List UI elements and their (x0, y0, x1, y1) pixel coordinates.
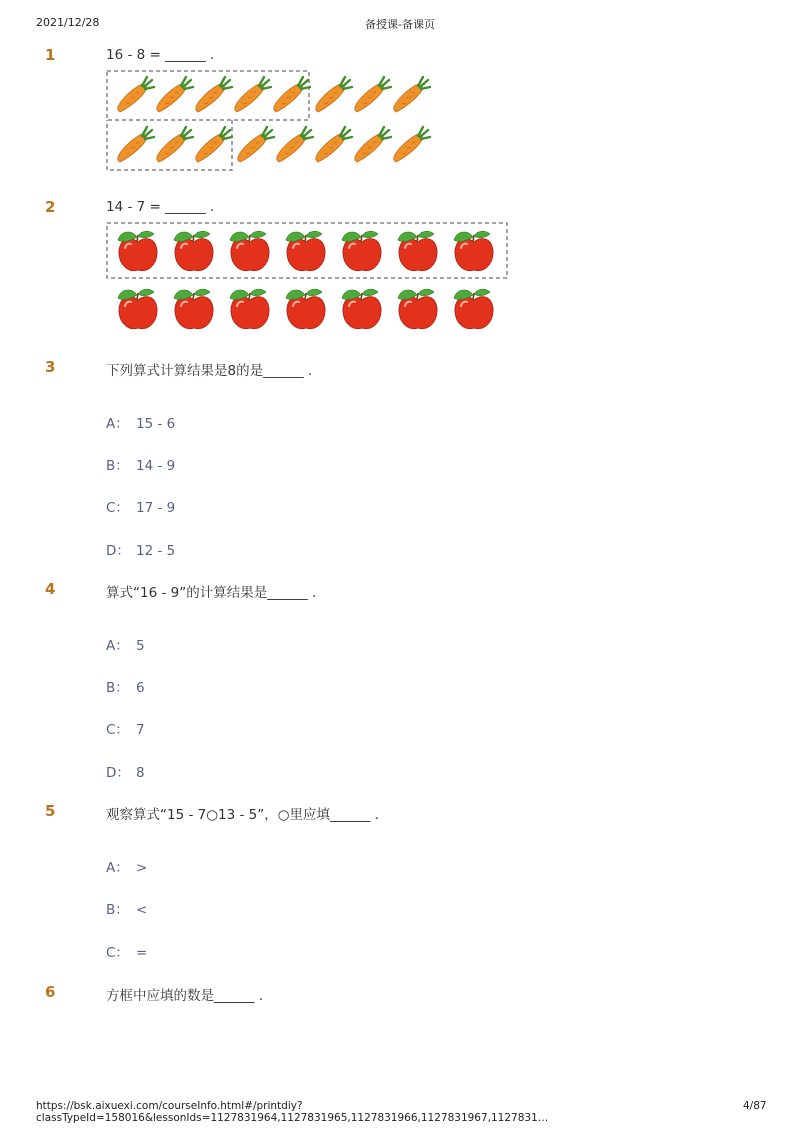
option-value: 14 - 9 (136, 458, 176, 474)
question-number: 6 (45, 983, 56, 1001)
apple-icon (398, 289, 437, 328)
option-value: 8 (136, 765, 145, 781)
carrot-icon (118, 77, 154, 112)
option-value: 5 (136, 638, 145, 654)
carrot-icon (238, 127, 274, 162)
carrot-icon (394, 77, 430, 112)
option-c[interactable] (106, 496, 175, 516)
option-key: A： (106, 638, 129, 654)
option-key: A： (106, 860, 129, 876)
question-text: 14 - 7 = ______ . (106, 199, 215, 215)
page-header-date: 2021/12/28 (36, 16, 100, 29)
page-footer-url[interactable]: https://bsk.aixuexi.com/courseInfo.html#/printdiy?classTypeId=158016&lessonIds=1127831964,1127831965,1127831966,1127831967,1127831… (36, 1100, 549, 1124)
apple-row-1 (118, 231, 493, 270)
carrot-icon (316, 77, 352, 112)
option-value: < (136, 902, 148, 918)
apple-icon (118, 231, 157, 270)
option-key: D： (106, 765, 130, 781)
carrot-icon (118, 127, 154, 162)
carrot-icon (196, 127, 232, 162)
option-key: C： (106, 500, 129, 516)
carrot-icon (316, 127, 352, 162)
option-value: 7 (136, 722, 145, 738)
apple-icon (398, 231, 437, 270)
question-text: 16 - 8 = ______ . (106, 47, 215, 63)
carrot-icon (274, 77, 310, 112)
option-a[interactable] (106, 856, 147, 876)
apple-group-svg (106, 222, 510, 334)
carrot-group-svg (106, 70, 436, 172)
question-text: 观察算式“15 - 7○13 - 5”，○里应填______ . (106, 807, 380, 823)
option-b[interactable] (106, 676, 145, 696)
option-d[interactable] (106, 539, 175, 559)
carrot-row-2 (118, 127, 430, 162)
carrot-icon (196, 77, 232, 112)
page-footer-page-number: 4/87 (743, 1100, 767, 1112)
option-b[interactable] (106, 898, 147, 918)
apple-icon (454, 289, 493, 328)
apple-icon (230, 231, 269, 270)
apple-icon (286, 231, 325, 270)
question-text: 方框中应填的数是______ . (106, 988, 264, 1004)
apple-icon (286, 289, 325, 328)
apple-icon (454, 231, 493, 270)
option-key: D： (106, 543, 130, 559)
question-text: 算式“16 - 9”的计算结果是______ . (106, 585, 317, 601)
apple-figure (106, 222, 510, 334)
carrot-icon (277, 127, 313, 162)
question-text: 下列算式计算结果是8的是______ . (106, 363, 313, 379)
apple-icon (342, 231, 381, 270)
option-value: = (136, 945, 148, 961)
carrot-icon (355, 127, 391, 162)
option-a[interactable] (106, 412, 175, 432)
option-key: B： (106, 902, 129, 918)
carrot-icon (235, 77, 271, 112)
option-b[interactable] (106, 454, 175, 474)
question-number: 5 (45, 802, 56, 820)
question-number: 2 (45, 198, 56, 216)
apple-icon (174, 289, 213, 328)
carrot-row-1 (118, 77, 430, 112)
option-key: B： (106, 458, 129, 474)
option-value: 15 - 6 (136, 416, 176, 432)
apple-icon (342, 289, 381, 328)
option-d[interactable] (106, 761, 145, 781)
apple-icon (174, 231, 213, 270)
question-number: 1 (45, 46, 56, 64)
apple-icon (230, 289, 269, 328)
page-header-title: 备授课-备课页 (365, 18, 435, 31)
option-key: B： (106, 680, 129, 696)
question-number: 3 (45, 358, 56, 376)
option-value: 6 (136, 680, 145, 696)
option-key: C： (106, 945, 129, 961)
apple-icon (118, 289, 157, 328)
carrot-icon (394, 127, 430, 162)
carrot-icon (355, 77, 391, 112)
option-value: > (136, 860, 148, 876)
carrot-icon (157, 127, 193, 162)
apple-row-2 (118, 289, 493, 328)
option-key: A： (106, 416, 129, 432)
option-value: 17 - 9 (136, 500, 176, 516)
option-key: C： (106, 722, 129, 738)
carrot-icon (157, 77, 193, 112)
option-a[interactable] (106, 634, 145, 654)
question-number: 4 (45, 580, 56, 598)
option-c[interactable] (106, 718, 145, 738)
option-value: 12 - 5 (136, 543, 176, 559)
carrot-figure (106, 70, 436, 172)
option-c[interactable] (106, 941, 147, 961)
